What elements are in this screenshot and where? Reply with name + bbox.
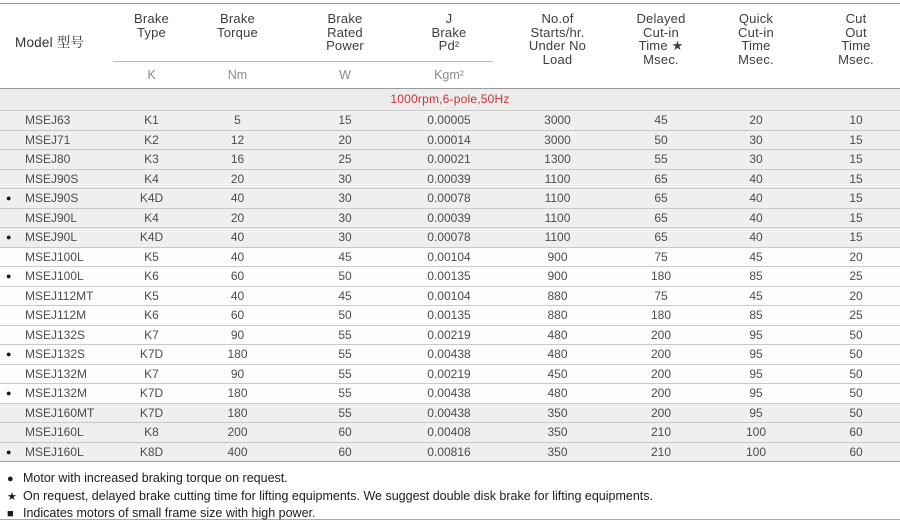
cell-delayed-cut-in: 65 [654,191,668,206]
cell-brake-torque: 90 [230,366,245,381]
cell-starts-per-hr: 1100 [544,171,571,186]
model-name: MSEJ132S [25,327,86,342]
cell-brake-rated-power: 55 [338,327,352,342]
cell-cut-out-time: 10 [849,113,863,128]
cell-brake-rated-power: 50 [338,269,352,284]
model-name: MSEJ100L [25,269,84,284]
model-name: MSEJ132S [25,347,86,362]
model-name: MSEJ160MT [25,405,95,420]
footnote [7,470,900,488]
column-unit: Nm [227,68,248,82]
cell-brake-torque: 180 [227,405,248,420]
brake-spec-table [0,3,900,462]
column-header-brake-torque [190,4,285,88]
model-name: MSEJ160L [25,444,84,459]
cell-brake-torque: 20 [230,210,245,225]
cell-brake-rated-power: 55 [338,386,352,401]
cell-brake-type: K4 [144,210,159,225]
cell-starts-per-hr: 880 [547,308,568,323]
cell-delayed-cut-in: 45 [654,113,668,128]
cell-brake-torque: 40 [230,191,245,206]
cell-model [0,170,113,189]
cell-brake-torque: 5 [234,113,241,128]
column-header-starts-per-hr [493,4,622,88]
footnote-marker: ■ [7,508,14,520]
cell-cut-out-time: 60 [849,444,863,459]
footnote [7,505,900,523]
cell-cut-out-time: 15 [849,210,863,225]
cell-brake-torque: 60 [230,308,245,323]
cell-brake-type: K4D [139,230,164,245]
column-title: J Brake Pd² [405,4,493,62]
column-unit: K [147,68,156,82]
cell-cut-out-time: 50 [849,366,863,381]
cell-brake-torque: 60 [230,269,245,284]
table-row [0,287,900,307]
column-title: Cut Out Time Msec. [838,11,874,67]
cell-j-brake-pd2: 0.00408 [427,425,471,440]
cell-brake-rated-power: 45 [338,288,352,303]
increased-torque-dot-marker: ● [6,271,12,282]
cell-cut-out-time: 50 [849,405,863,420]
cell-delayed-cut-in: 200 [650,347,672,362]
increased-torque-dot-marker: ● [6,388,12,399]
table-header [0,4,900,89]
cell-brake-type: K4D [139,191,164,206]
increased-torque-dot-marker: ● [6,446,12,457]
table-row [0,384,900,404]
cell-starts-per-hr: 3000 [544,132,571,147]
cell-brake-rated-power: 30 [338,230,352,245]
cell-starts-per-hr: 1100 [544,230,571,245]
cell-delayed-cut-in: 55 [654,152,668,167]
table-row [0,131,900,151]
cell-cut-out-time: 25 [849,308,863,323]
column-header-brake-rated-power [285,4,405,88]
cell-quick-cut-in: 95 [749,386,763,401]
cell-cut-out-time: 20 [849,249,863,264]
cell-quick-cut-in: 100 [745,444,767,459]
cell-model [0,189,113,208]
cell-quick-cut-in: 30 [749,132,763,147]
table-row [0,306,900,326]
cell-j-brake-pd2: 0.00219 [427,366,471,381]
cell-starts-per-hr: 900 [547,249,568,264]
cell-j-brake-pd2: 0.00104 [427,249,471,264]
increased-torque-dot-marker: ● [6,193,12,204]
table-row [0,423,900,443]
cell-starts-per-hr: 900 [547,269,568,284]
cell-model [0,131,113,150]
table-row [0,404,900,424]
cell-model [0,384,113,403]
cell-j-brake-pd2: 0.00039 [427,210,471,225]
cell-delayed-cut-in: 50 [654,132,668,147]
column-title: No.of Starts/hr. Under No Load [528,11,587,67]
cell-j-brake-pd2: 0.00078 [427,191,471,206]
cell-delayed-cut-in: 200 [650,366,672,381]
cell-brake-type: K2 [144,132,159,147]
column-unit: Kgm² [434,68,464,82]
cell-model [0,228,113,247]
cell-quick-cut-in: 20 [749,113,763,128]
cell-j-brake-pd2: 0.00219 [427,327,471,342]
increased-torque-dot-marker: ● [6,232,12,243]
cell-brake-torque: 400 [227,444,248,459]
cell-model [0,209,113,228]
cell-brake-type: K1 [144,113,159,128]
cell-brake-rated-power: 50 [338,308,352,323]
cell-starts-per-hr: 1100 [544,210,571,225]
cell-j-brake-pd2: 0.00135 [427,269,471,284]
cell-model [0,111,113,130]
footnote-marker: ★ [7,490,17,503]
cell-delayed-cut-in: 210 [650,444,672,459]
table-row [0,189,900,209]
cell-brake-type: K8D [139,444,164,459]
cell-brake-type: K7D [139,405,164,420]
footnote-marker: ● [7,473,14,485]
cell-starts-per-hr: 1300 [544,152,571,167]
cell-j-brake-pd2: 0.00021 [427,152,471,167]
cell-quick-cut-in: 95 [749,366,763,381]
column-unit: W [339,68,351,82]
cell-delayed-cut-in: 180 [650,269,672,284]
cell-brake-rated-power: 60 [338,425,352,440]
cell-j-brake-pd2: 0.00039 [427,171,471,186]
model-name: MSEJ132M [25,366,88,381]
cell-quick-cut-in: 85 [749,308,763,323]
cell-model [0,345,113,364]
cell-model [0,423,113,442]
column-title: Delayed Cut-in Time ★ Msec. [636,11,686,67]
cell-delayed-cut-in: 65 [654,210,668,225]
table-row [0,170,900,190]
cell-j-brake-pd2: 0.00438 [427,405,471,420]
table-row [0,267,900,287]
cell-brake-rated-power: 60 [338,444,352,459]
table-row [0,248,900,268]
cell-delayed-cut-in: 200 [650,405,672,420]
model-name: MSEJ100L [25,249,84,264]
cell-model [0,326,113,345]
cell-brake-rated-power: 45 [338,249,352,264]
cell-brake-rated-power: 30 [338,171,352,186]
footnote-text: Indicates motors of small frame size with high power. [23,506,316,520]
cell-j-brake-pd2: 0.00438 [427,347,471,362]
column-header-delayed-cut-in [622,4,700,88]
cell-quick-cut-in: 95 [749,405,763,420]
increased-torque-dot-marker: ● [6,349,12,360]
column-header-brake-type [113,4,190,88]
cell-quick-cut-in: 85 [749,269,763,284]
cell-delayed-cut-in: 180 [650,308,672,323]
cell-brake-type: K5 [144,249,159,264]
cell-cut-out-time: 50 [849,327,863,342]
table-row [0,365,900,385]
cell-j-brake-pd2: 0.00135 [427,308,471,323]
table-row [0,209,900,229]
cell-brake-torque: 180 [227,386,248,401]
cell-starts-per-hr: 480 [547,386,568,401]
column-title: Brake Type [113,4,190,62]
cell-j-brake-pd2: 0.00014 [427,132,471,147]
cell-quick-cut-in: 40 [749,191,763,206]
table-row [0,150,900,170]
cell-cut-out-time: 15 [849,132,863,147]
column-header-j-brake-pd2 [405,4,493,88]
model-name: MSEJ63 [25,113,71,128]
table-body [0,111,900,462]
cell-brake-torque: 180 [227,347,248,362]
cell-cut-out-time: 15 [849,152,863,167]
cell-brake-torque: 20 [230,171,245,186]
model-name: MSEJ112M [25,308,87,323]
cell-model [0,443,113,462]
table-row [0,111,900,131]
table-row [0,345,900,365]
cell-starts-per-hr: 450 [547,366,568,381]
cell-quick-cut-in: 30 [749,152,763,167]
table-row [0,443,900,463]
cell-delayed-cut-in: 200 [650,327,672,342]
model-name: MSEJ80 [25,152,71,167]
cell-delayed-cut-in: 75 [654,249,668,264]
cell-brake-type: K4 [144,171,159,186]
cell-brake-torque: 40 [230,249,245,264]
cell-cut-out-time: 15 [849,191,863,206]
cell-delayed-cut-in: 75 [654,288,668,303]
cell-j-brake-pd2: 0.00078 [427,230,471,245]
column-header-quick-cut-in [700,4,812,88]
cell-starts-per-hr: 3000 [544,113,571,128]
cell-quick-cut-in: 40 [749,230,763,245]
cell-cut-out-time: 20 [849,288,863,303]
model-name: MSEJ90L [25,230,78,245]
cell-delayed-cut-in: 200 [650,386,672,401]
column-title: Model 型号 [15,35,85,51]
cell-quick-cut-in: 45 [749,288,763,303]
cell-model [0,150,113,169]
footnotes [0,462,900,520]
cell-brake-type: K7D [139,386,164,401]
table-row [0,228,900,248]
cell-brake-rated-power: 15 [338,113,352,128]
speed-band-label: 1000rpm,6-pole,50Hz [390,92,510,106]
column-title: Quick Cut-in Time Msec. [738,11,774,67]
cell-starts-per-hr: 480 [547,347,568,362]
cell-cut-out-time: 25 [849,269,863,284]
cell-brake-rated-power: 30 [338,191,352,206]
cell-cut-out-time: 50 [849,386,863,401]
cell-starts-per-hr: 1100 [544,191,571,206]
model-name: MSEJ160L [25,425,84,440]
footnote [7,488,900,506]
cell-cut-out-time: 15 [849,171,863,186]
cell-brake-rated-power: 55 [338,347,352,362]
cell-j-brake-pd2: 0.00816 [427,444,471,459]
model-name: MSEJ90S [25,191,79,206]
cell-brake-rated-power: 55 [338,405,352,420]
cell-starts-per-hr: 480 [547,327,568,342]
cell-cut-out-time: 15 [849,230,863,245]
cell-brake-type: K7 [144,327,159,342]
model-name: MSEJ71 [25,132,71,147]
column-header-cut-out-time [812,4,900,88]
cell-model [0,365,113,384]
cell-j-brake-pd2: 0.00438 [427,386,471,401]
model-name: MSEJ90L [25,210,78,225]
cell-delayed-cut-in: 210 [650,425,672,440]
cell-brake-rated-power: 30 [338,210,352,225]
cell-brake-type: K6 [144,269,159,284]
model-name: MSEJ90S [25,171,79,186]
cell-model [0,306,113,325]
cell-brake-rated-power: 55 [338,366,352,381]
cell-model [0,404,113,423]
cell-delayed-cut-in: 65 [654,230,668,245]
cell-model [0,267,113,286]
cell-j-brake-pd2: 0.00005 [427,113,471,128]
cell-brake-type: K3 [144,152,159,167]
cell-brake-rated-power: 25 [338,152,352,167]
cell-brake-torque: 40 [230,288,245,303]
table-row [0,326,900,346]
cell-brake-rated-power: 20 [338,132,352,147]
cell-quick-cut-in: 40 [749,210,763,225]
cell-brake-torque: 16 [230,152,245,167]
cell-quick-cut-in: 45 [749,249,763,264]
column-title: Brake Torque [190,4,285,62]
cell-quick-cut-in: 95 [749,327,763,342]
cell-quick-cut-in: 40 [749,171,763,186]
cell-j-brake-pd2: 0.00104 [427,288,471,303]
model-name: MSEJ112MT [25,288,94,303]
footnote-text: On request, delayed brake cutting time for lifting equipments. We suggest double disk brake for lifting equipments. [23,488,653,503]
footnote-text: Motor with increased braking torque on request. [23,471,288,485]
cell-starts-per-hr: 350 [547,405,568,420]
cell-brake-torque: 90 [230,327,245,342]
cell-cut-out-time: 50 [849,347,863,362]
cell-quick-cut-in: 100 [745,425,767,440]
cell-brake-torque: 200 [227,425,248,440]
cell-brake-type: K7D [139,347,164,362]
cell-brake-type: K5 [144,288,159,303]
column-header-model [0,4,113,88]
cell-model [0,287,113,306]
cell-starts-per-hr: 350 [547,444,568,459]
cell-brake-torque: 12 [230,132,245,147]
cell-brake-type: K7 [144,366,159,381]
cell-starts-per-hr: 880 [547,288,568,303]
cell-delayed-cut-in: 65 [654,171,668,186]
cell-brake-type: K6 [144,308,159,323]
speed-band [0,89,900,111]
cell-cut-out-time: 60 [849,425,863,440]
column-title: Brake Rated Power [285,4,405,62]
cell-brake-torque: 40 [230,230,245,245]
cell-starts-per-hr: 350 [547,425,568,440]
cell-quick-cut-in: 95 [749,347,763,362]
cell-brake-type: K8 [144,425,159,440]
cell-model [0,248,113,267]
model-name: MSEJ132M [25,386,88,401]
